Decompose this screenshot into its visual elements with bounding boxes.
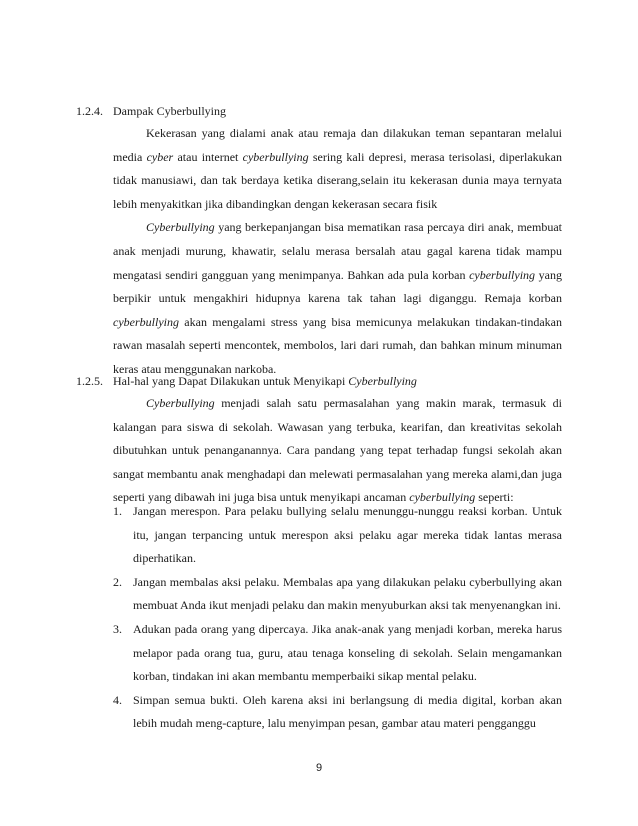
page-number: 9	[315, 762, 323, 774]
paragraph	[113, 392, 562, 510]
list-item-text: Jangan merespon. Para pelaku bullying selalu menunggu-nunggu reaksi korban. Untuk itu, jangan terpancing untuk merespon aksi pelaku agar mereka tidak lantas merasa diperhatikan.	[133, 504, 562, 566]
list-marker: 2.	[113, 574, 122, 589]
list-item	[113, 500, 562, 571]
text-run: yang berpikir untuk mengakhiri hidupnya karena tak tahan lagi diganggu. Remaja korban	[113, 267, 563, 306]
text-run: sering kali depresi, merasa terisolasi, diperlakukan tidak manusiawi, dan tak berdaya ketika diserang,selain itu kekerasan dunia maya ternyata lebih menyakitkan jika dibandingkan dengan kekerasan secara fisik	[113, 149, 563, 211]
italic-term: cyberbullying	[409, 490, 476, 505]
list-item	[113, 571, 562, 618]
list-marker: 4.	[113, 692, 122, 707]
text-run: seperti:	[475, 490, 514, 505]
italic-term: Cyberbullying	[146, 220, 215, 235]
list-item	[113, 618, 562, 689]
section-body-1-2-4	[113, 122, 562, 382]
italic-term: cyberbullying	[469, 267, 536, 282]
text-run: yang berkepanjangan bisa mematikan rasa percaya diri anak, membuat anak menjadi murung, khawatir, selalu merasa bersalah atau gagal karena tidak mampu mengatasi sendiri gangguan yang menimpanya. Bahkan ada pula korban	[113, 220, 562, 282]
italic-term: Cyberbullying	[146, 396, 215, 410]
italic-term: cyber	[146, 149, 174, 164]
text-run: Kekerasan yang dialami anak atau remaja dan dilakukan teman sepantaran melalui media	[113, 126, 562, 164]
list-item-text: Jangan membalas aksi pelaku. Membalas apa yang dilakukan pelaku cyberbullying akan membuat Anda ikut menjadi pelaku dan makin menyuburkan aksi tak menyenangkan ini.	[133, 574, 562, 613]
list-marker: 1.	[113, 504, 122, 518]
italic-term: cyberbullying	[113, 314, 179, 329]
section-body-1-2-5	[113, 392, 562, 510]
italic-term: cyberbullying	[242, 149, 309, 164]
paragraph	[113, 122, 562, 216]
text-run: atau internet	[173, 149, 243, 164]
section-heading-1-2-4	[76, 103, 226, 119]
list-item-text: Simpan semua bukti. Oleh karena aksi ini berlangsung di media digital, korban akan lebih mudah meng-capture, lalu menyimpan pesan, gambar atau materi pengganggu	[133, 692, 562, 731]
paragraph	[113, 216, 562, 381]
text-run: menjadi salah satu permasalahan yang makin marak, termasuk di kalangan para siswa di sekolah. Wawasan yang terbuka, kearifan, dan kreativitas sekolah dibutuhkan untuk penanganannya. Cara pandang yang tepat terhadap fungsi sekolah akan sangat membantu anak menghadapi dan melewati permasalahan yang mereka alami,dan juga seperti yang dibawah ini juga bisa untuk menyikapi ancaman	[113, 396, 562, 505]
list-item-text: Adukan pada orang yang dipercaya. Jika anak-anak yang menjadi korban, mereka harus melapor pada orang tua, guru, atau tenaga konseling di sekolah. Selain mengamankan korban, tindakan ini akan membantu memperbaiki sikap mental pelaku.	[133, 621, 562, 684]
section-title-italic: Cyberbullying	[348, 374, 417, 388]
list-marker: 3.	[113, 621, 122, 636]
list-item	[113, 689, 562, 736]
section-heading-1-2-5	[76, 373, 417, 389]
section-title: Hal-hal yang Dapat Dilakukan untuk Menyikapi	[113, 374, 349, 388]
section-number: 1.2.4.	[76, 104, 103, 118]
section-number: 1.2.5.	[76, 374, 103, 388]
text-run: akan mengalami stress yang bisa memicunya melakukan tindakan-tindakan rawan masalah seperti mencontek, membolos, lari dari rumah, dan bahkan minum minuman keras atau menggunakan narkoba.	[113, 314, 562, 376]
section-title: Dampak Cyberbullying	[113, 104, 226, 118]
numbered-list	[113, 500, 562, 736]
